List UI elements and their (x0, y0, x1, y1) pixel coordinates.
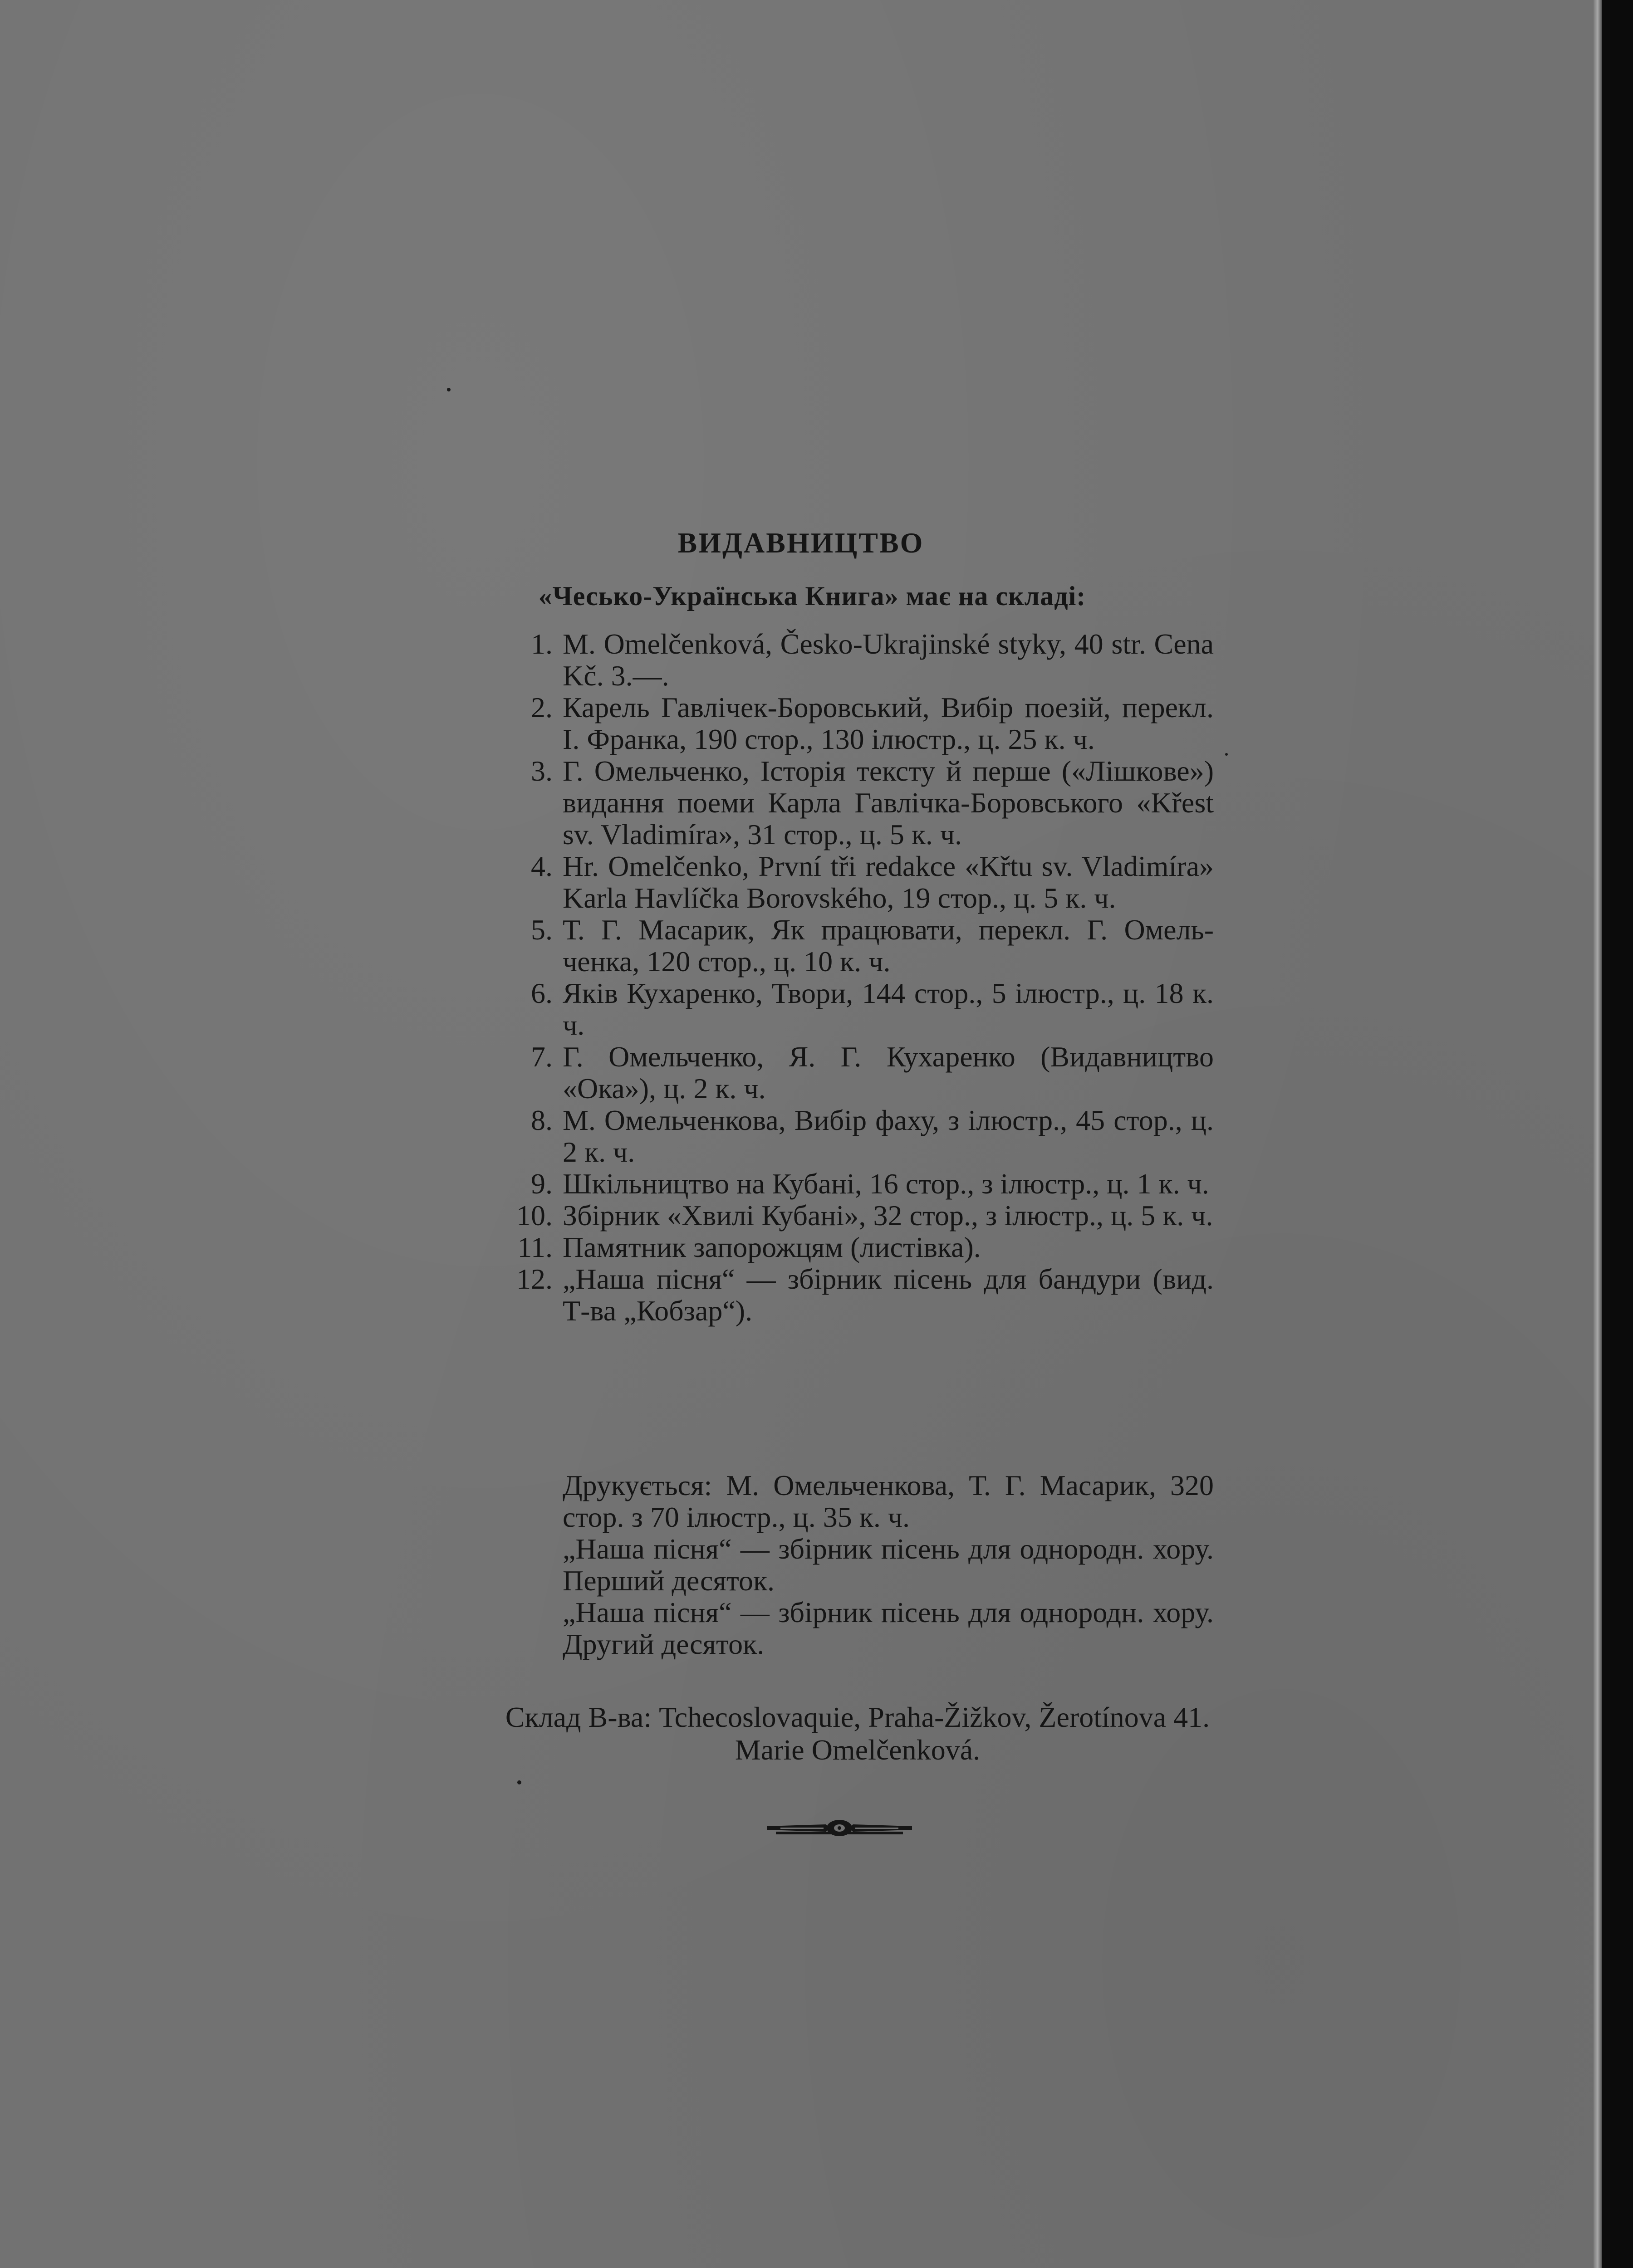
ornament-icon (767, 1814, 912, 1842)
in-print-entry: „Наша пісня“ — збірник пісень для однородн. хору. Другий десяток. (563, 1596, 1214, 1660)
page-edge (1594, 0, 1602, 2268)
paper-speck (517, 1780, 521, 1784)
item-text: Збірник «Хвилі Кубані», 32 стор., з ілюстр., ц. 5 к. ч. (563, 1199, 1213, 1232)
item-text: Г. Омельченко, Я. Г. Кухаренко (Видавництво «Ока»), ц. 2 к. ч. (563, 1041, 1214, 1105)
list-item (499, 850, 1214, 914)
warehouse-address: Склад В-ва: Tchecoslovaquie, Praha-Žižkov, Žerotínova 41. Marie Omelčenková. (505, 1701, 1210, 1766)
book-list (499, 628, 1214, 1327)
list-item (499, 1263, 1214, 1327)
in-print-entry: „Наша пісня“ — збірник пісень для однородн. хору. Перший десяток. (563, 1533, 1214, 1597)
scan-border (1602, 0, 1633, 2268)
item-text: Г. Омельченко, Історія тексту й перше («Лішкове») видання поеми Карла Гавлічка-Боровського «Křest sv. Vladimíra», 31 стор., ц. 5 к. ч. (563, 755, 1214, 850)
paper-speck (1225, 753, 1228, 756)
item-text: Т. Г. Масарик, Як працювати, перекл. Г. Омельченка, 120 стор., ц. 10 к. ч. (563, 914, 1214, 978)
item-number: 6. (531, 977, 553, 1009)
item-number: 9. (531, 1168, 553, 1200)
item-text: „Наша пісня“ — збірник пісень для бандури (вид. Т-ва „Кобзар“). (563, 1263, 1214, 1327)
item-number: 8. (531, 1104, 553, 1136)
list-item (499, 628, 1214, 692)
list-item (499, 692, 1214, 755)
item-number: 3. (531, 755, 553, 787)
item-text: Яків Кухаренко, Твори, 144 стор., 5 ілюстр., ц. 18 к. ч. (563, 977, 1214, 1041)
list-item (499, 1105, 1214, 1168)
item-text: М. Омельченкова, Вибір фаху, з ілюстр., 45 стор., ц. 2 к. ч. (563, 1104, 1214, 1168)
item-number: 4. (531, 850, 553, 882)
in-print-entry: Друкується: М. Омельченкова, Т. Г. Масарик, 320 стор. з 70 ілюстр., ц. 35 к. ч. (563, 1469, 1214, 1533)
list-item (499, 1041, 1214, 1105)
list-item (499, 1200, 1214, 1232)
item-number: 2. (531, 691, 553, 723)
item-text: Карель Гавлічек-Боровський, Вибір поезій, перекл. І. Франка, 190 стор., 130 ілюстр., ц. 25 к. ч. (563, 691, 1214, 755)
item-number: 7. (531, 1041, 553, 1073)
item-number: 5. (531, 914, 553, 946)
list-item (499, 755, 1214, 850)
item-number: 1. (531, 628, 553, 660)
item-number: 11. (517, 1231, 553, 1263)
publisher-heading: ВИДАВНИЦТВО (677, 527, 924, 559)
item-text: M. Omelčenková, Česko-Ukrajinské styky, 40 str. Cena Kč. 3.—. (563, 628, 1214, 692)
list-item (499, 914, 1214, 978)
item-text: Шкільництво на Кубані, 16 стор., з ілюстр., ц. 1 к. ч. (563, 1168, 1209, 1200)
list-item (499, 978, 1214, 1041)
publisher-subheading: «Чесько-Українська Книга» має на складі: (538, 581, 1086, 611)
item-text: Hr. Omelčenko, První tři redakce «Křtu sv. Vladimíra» Karla Havlíčka Borovského, 19 стор., ц. 5 к. ч. (563, 850, 1214, 914)
list-item (499, 1168, 1214, 1200)
item-number: 12. (516, 1263, 553, 1295)
in-print-section (563, 1470, 1214, 1660)
item-text: Памятник запорожцям (листівка). (563, 1231, 981, 1263)
item-number: 10. (516, 1199, 553, 1232)
paper-speck (447, 388, 451, 391)
list-item (499, 1232, 1214, 1263)
